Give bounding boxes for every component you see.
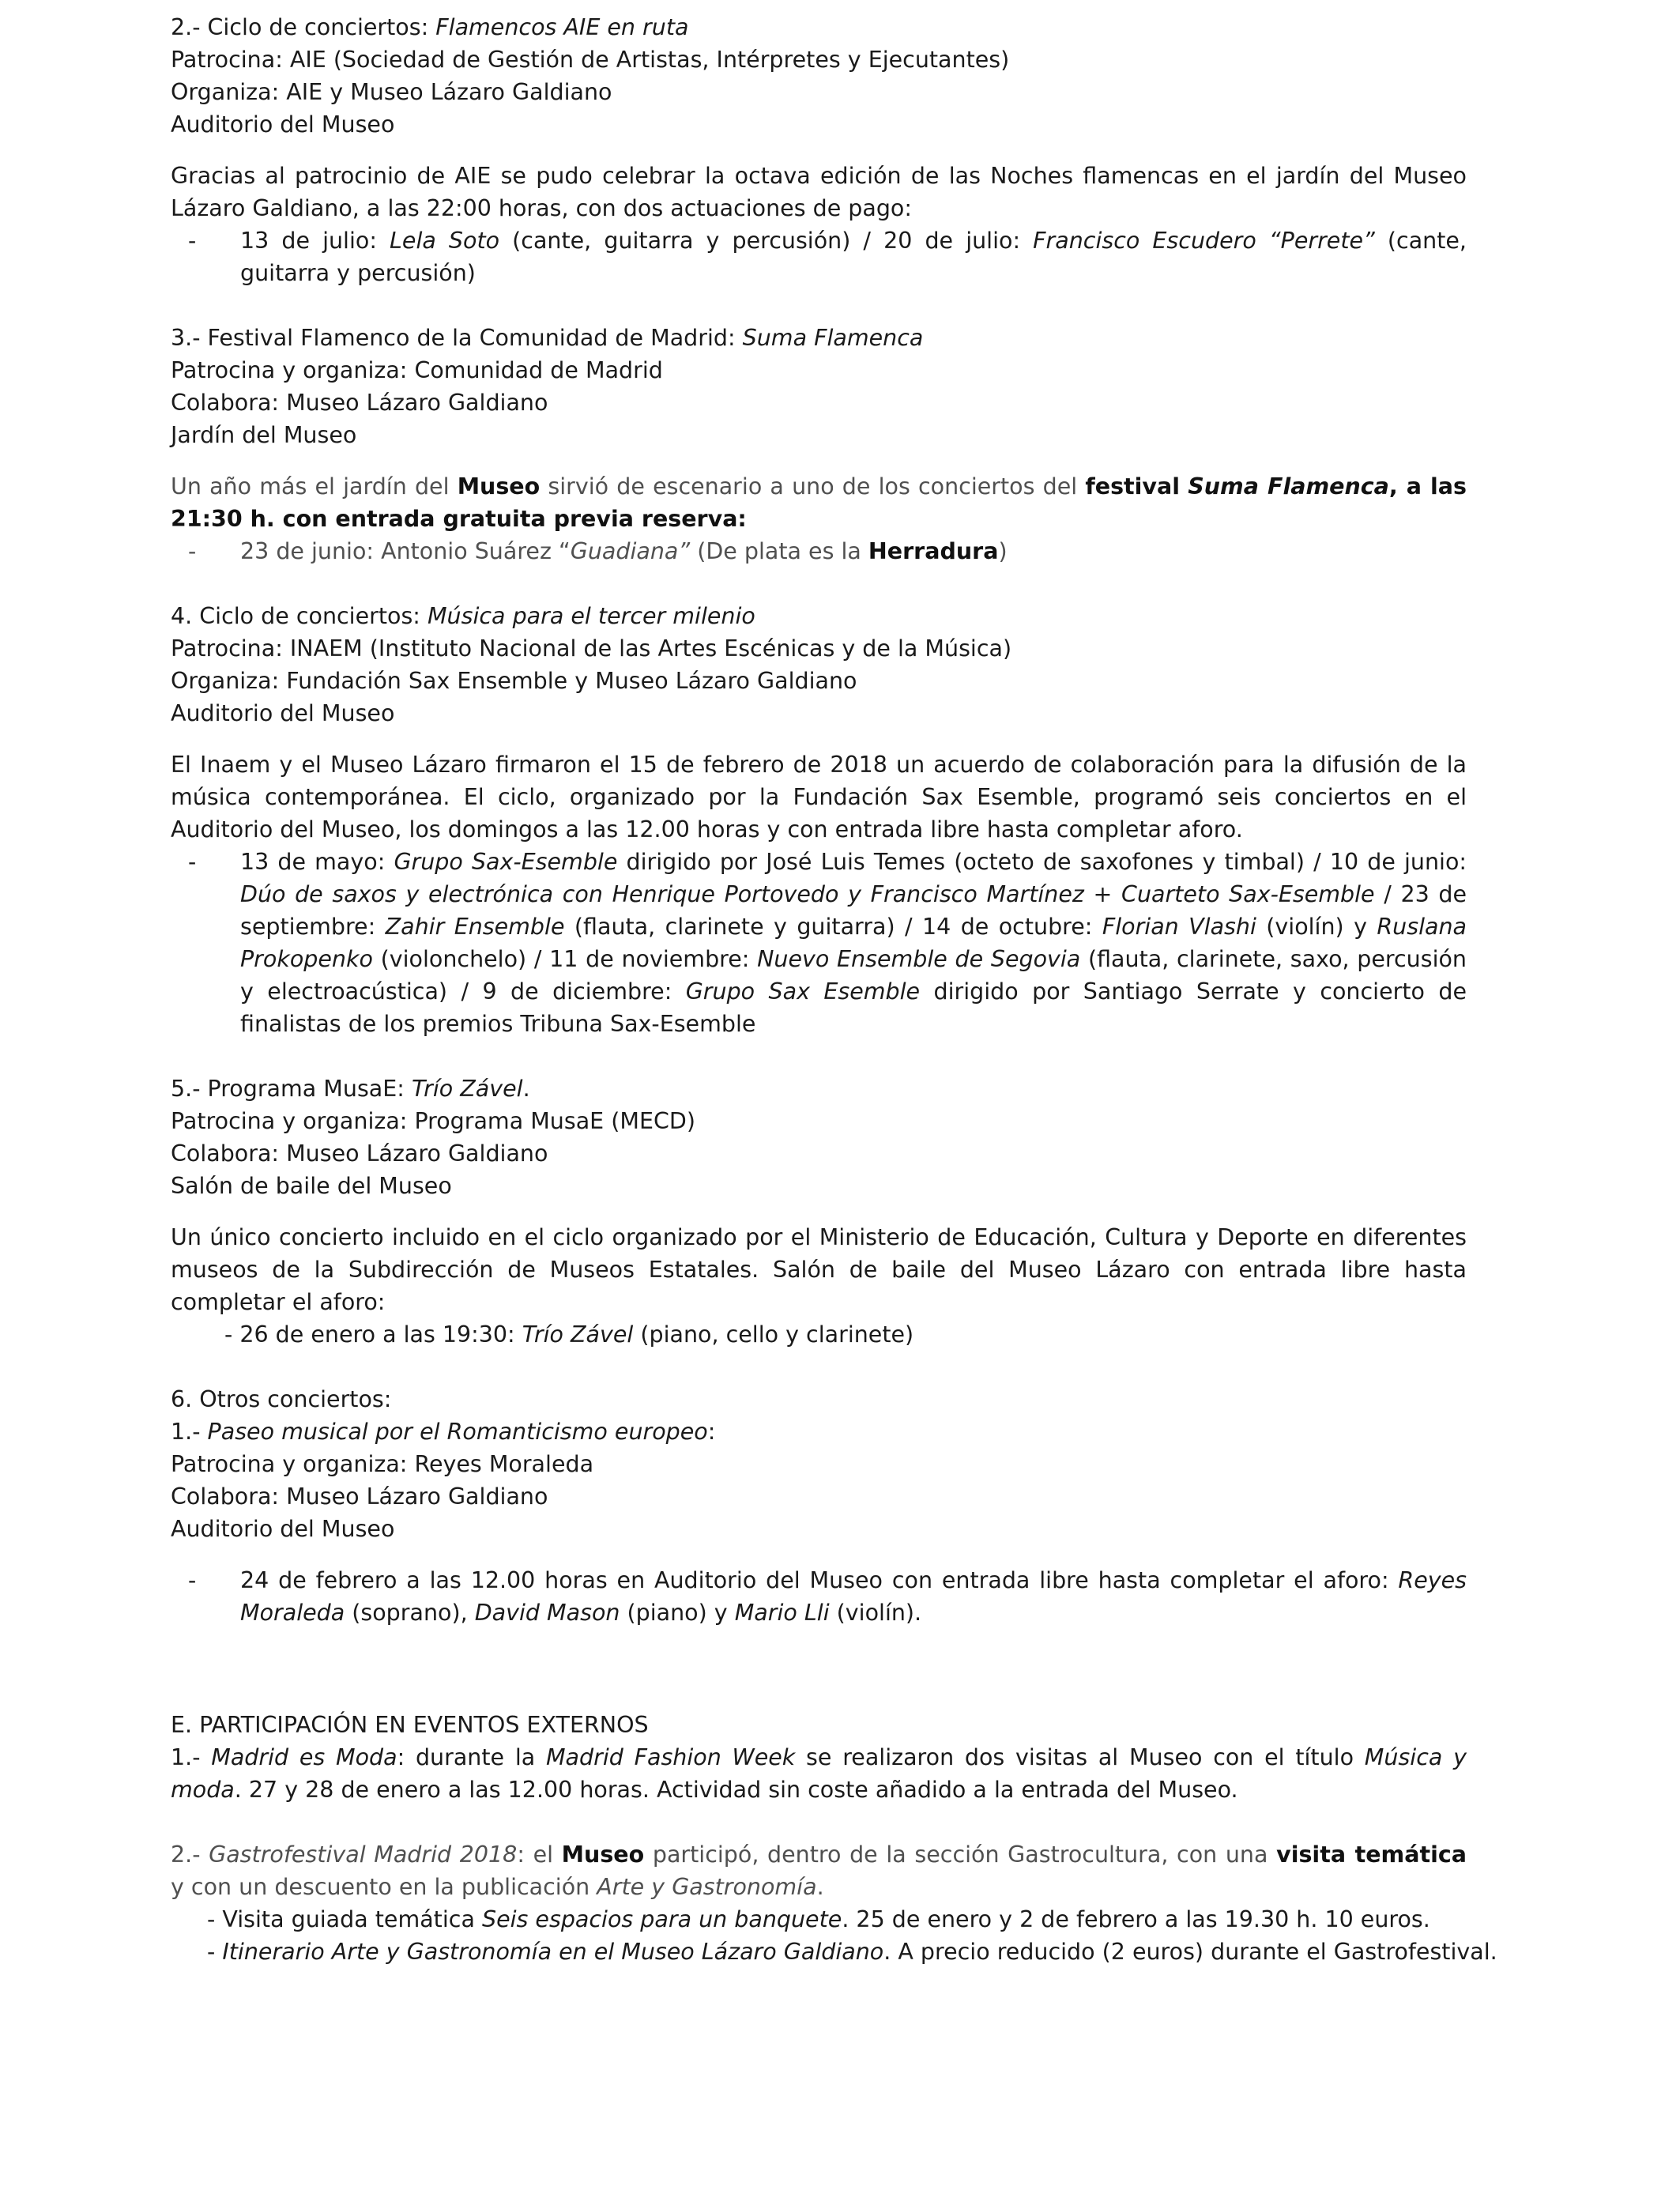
section-4-list: [171, 846, 1467, 1040]
section-4-lugar: Auditorio del Museo: [171, 700, 395, 726]
section-2-title: 2.- Ciclo de conciertos: Flamencos AIE en ruta: [171, 14, 689, 40]
list-item: - 23 de junio: Antonio Suárez “Guadiana” (De plata es la Herradura): [171, 535, 1467, 567]
section-3-lugar: Jardín del Museo: [171, 422, 357, 448]
section-5-lugar: Salón de baile del Museo: [171, 1173, 452, 1199]
section-3-patrocina: Patrocina y organiza: Comunidad de Madrid: [171, 357, 663, 383]
section-6-lugar: Auditorio del Museo: [171, 1516, 395, 1542]
list-item: - 13 de julio: Lela Soto (cante, guitarra y percusión) / 20 de julio: Francisco Escudero “Perrete” (cante, guitarra y percusión): [171, 224, 1467, 289]
section-e-items: [171, 1903, 1497, 1968]
list-item: - 13 de mayo: Grupo Sax-Esemble dirigido por José Luis Temes (octeto de saxofones y timbal) / 10 de junio: Dúo de saxos y electrónica con Henrique Portovedo y Francisco Martínez + Cuarteto Sax-Esemble / 23 de septiembre: Zahir Ensemble (flauta, clarinete y guitarra) / 14 de octubre: Florian Vlashi (violín) y Ruslana Prokopenko (violonchelo) / 11 de noviembre: Nuevo Ensemble de Segovia (flauta, clarinete, saxo, percusión y electroacústica) / 9 de diciembre: Grupo Sax Esemble dirigido por Santiago Serrate y concierto de finalistas de los premios Tribuna Sax-Esemble: [171, 846, 1467, 1040]
section-5-colabora: Colabora: Museo Lázaro Galdiano: [171, 1140, 548, 1167]
section-e-p1: 1.- Madrid es Moda: durante la Madrid Fashion Week se realizaron dos visitas al Museo con el título Música y moda. 27 y 28 de enero a las 12.00 horas. Actividad sin coste añadido a la entrada del Museo.: [171, 1744, 1467, 1803]
section-6-subtitle: 1.- Paseo musical por el Romanticismo europeo:: [171, 1419, 716, 1445]
section-2-lugar: Auditorio del Museo: [171, 111, 395, 138]
list-item: - 24 de febrero a las 12.00 horas en Auditorio del Museo con entrada libre hasta completar el aforo: Reyes Moraleda (soprano), David Mason (piano) y Mario Lli (violín).: [171, 1564, 1467, 1629]
section-5-title: 5.- Programa MusaE: Trío Zável.: [171, 1076, 530, 1102]
section-2-patrocina: Patrocina: AIE (Sociedad de Gestión de Artistas, Intérpretes y Ejecutantes): [171, 47, 1010, 73]
section-6-patrocina: Patrocina y organiza: Reyes Moraleda: [171, 1451, 594, 1477]
section-3-colabora: Colabora: Museo Lázaro Galdiano: [171, 390, 548, 416]
section-6-title: 6. Otros conciertos:: [171, 1386, 392, 1412]
section-4-title: 4. Ciclo de conciertos: Música para el tercer milenio: [171, 603, 755, 629]
section-6-colabora: Colabora: Museo Lázaro Galdiano: [171, 1483, 548, 1510]
section-4-patrocina: Patrocina: INAEM (Instituto Nacional de las Artes Escénicas y de la Música): [171, 635, 1012, 662]
document-page: [171, 11, 1497, 1968]
section-5-patrocina: Patrocina y organiza: Programa MusaE (MECD): [171, 1108, 695, 1134]
section-6-list: [171, 1564, 1467, 1629]
section-e-title: E. PARTICIPACIÓN EN EVENTOS EXTERNOS: [171, 1712, 649, 1738]
section-3-title: 3.- Festival Flamenco de la Comunidad de Madrid: Suma Flamenca: [171, 325, 924, 351]
section-4-organiza: Organiza: Fundación Sax Ensemble y Museo Lázaro Galdiano: [171, 668, 857, 694]
list-item: - Visita guiada temática Seis espacios para un banquete. 25 de enero y 2 de febrero a las 19.30 h. 10 euros.: [207, 1906, 1430, 1932]
section-e-p2: 2.- Gastrofestival Madrid 2018: el Museo participó, dentro de la sección Gastrocultura, con una visita temática y con un descuento en la publicación Arte y Gastronomía.: [171, 1842, 1467, 1900]
section-4-body: El Inaem y el Museo Lázaro firmaron el 15 de febrero de 2018 un acuerdo de colaboración para la difusión de la música contemporánea. El ciclo, organizado por la Fundación Sax Esemble, programó seis conciertos en el Auditorio del Museo, los domingos a las 12.00 horas y con entrada libre hasta completar aforo.: [171, 752, 1467, 843]
section-2-body: Gracias al patrocinio de AIE se pudo celebrar la octava edición de las Noches flamencas en el jardín del Museo Lázaro Galdiano, a las 22:00 horas, con dos actuaciones de pago:: [171, 163, 1467, 221]
section-3-body: Un año más el jardín del Museo sirvió de escenario a uno de los conciertos del festival Suma Flamenca, a las 21:30 h. con entrada gratuita previa reserva:: [171, 473, 1467, 532]
section-5-body: Un único concierto incluido en el ciclo organizado por el Ministerio de Educación, Cultura y Deporte en diferentes museos de la Subdirección de Museos Estatales. Salón de baile del Museo Lázaro con entrada libre hasta completar el aforo:: [171, 1224, 1467, 1315]
section-2-organiza: Organiza: AIE y Museo Lázaro Galdiano: [171, 79, 612, 105]
section-3-list: [171, 535, 1467, 567]
section-2-list: [171, 224, 1467, 289]
list-item: - Itinerario Arte y Gastronomía en el Museo Lázaro Galdiano. A precio reducido (2 euros) durante el Gastrofestival.: [207, 1939, 1497, 1965]
section-5-item: - 26 de enero a las 19:30: Trío Zável (piano, cello y clarinete): [224, 1321, 914, 1348]
